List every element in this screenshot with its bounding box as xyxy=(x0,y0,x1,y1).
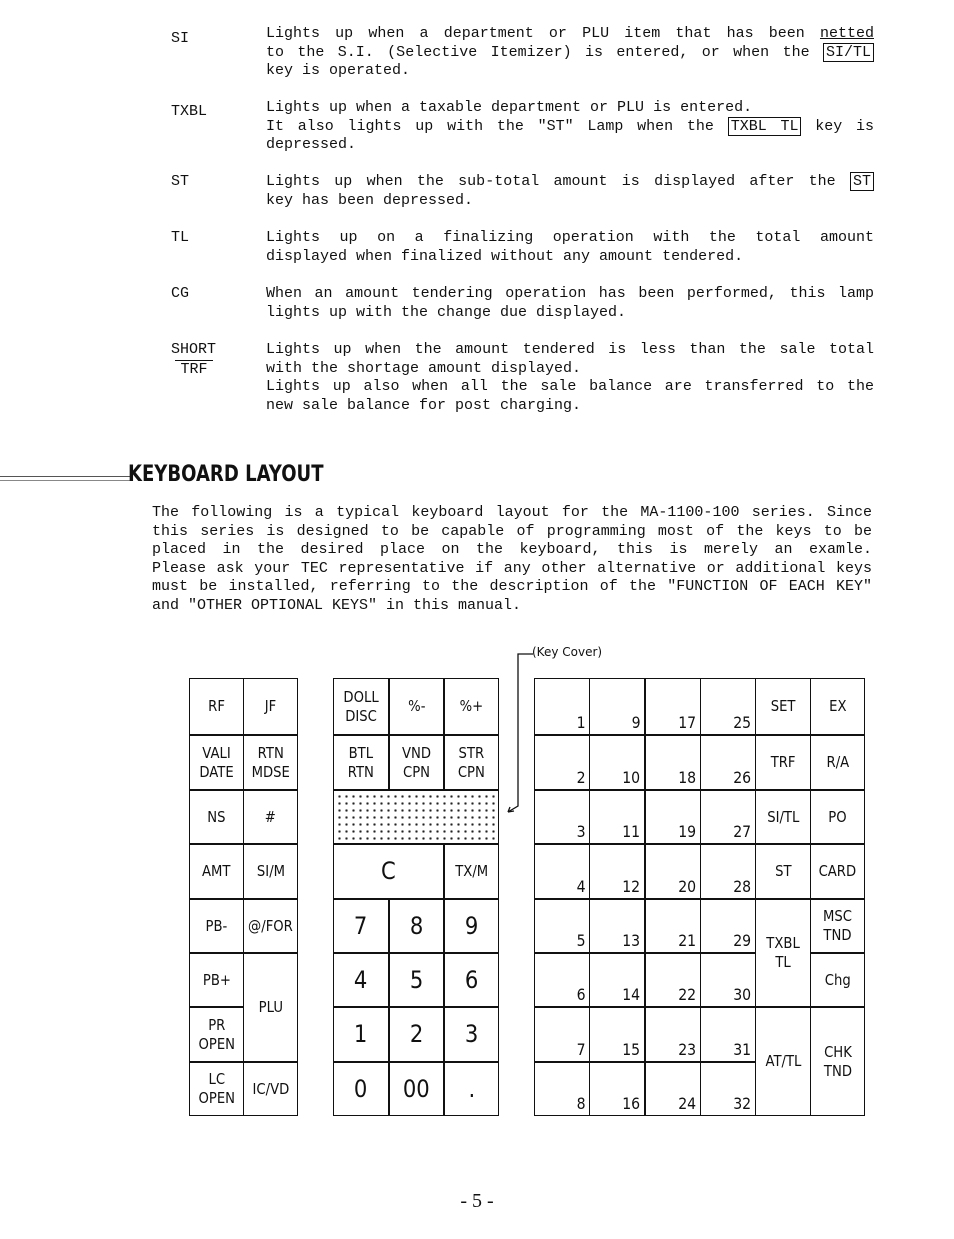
desc-line: When an amount tendering operation has been performed, this lamp xyxy=(266,285,874,302)
key-num-00[interactable] xyxy=(389,1062,444,1116)
key-label: 29 xyxy=(732,931,751,950)
dept-key-30[interactable] xyxy=(700,953,756,1007)
key-label: 22 xyxy=(677,985,696,1004)
key-label: 2 xyxy=(409,1020,424,1048)
key-si-tl[interactable] xyxy=(755,790,811,844)
intro-line: placed in the desired place on the keyboard, this is merely an examle. xyxy=(152,541,872,558)
lamp-desc-cg xyxy=(266,285,874,322)
term-short: SHORT xyxy=(171,341,217,358)
key-label: PB- xyxy=(205,916,228,935)
key-label: 20 xyxy=(677,877,696,896)
key-label: LC OPEN xyxy=(198,1070,235,1107)
dept-key-26[interactable] xyxy=(700,735,756,790)
dept-key-24[interactable] xyxy=(645,1062,701,1116)
heading-rule xyxy=(0,476,132,477)
key-label: 13 xyxy=(621,931,640,950)
key-lc-open[interactable] xyxy=(189,1062,244,1116)
dept-key-9[interactable] xyxy=(589,678,645,735)
key-pb[interactable] xyxy=(189,899,244,953)
key-label: 12 xyxy=(621,877,640,896)
key-label: IC/VD xyxy=(252,1079,289,1098)
key-label: 4 xyxy=(354,965,368,994)
key-ic-vd[interactable] xyxy=(243,1062,298,1116)
key-vnd-cpn[interactable] xyxy=(389,735,444,790)
key-txbl-tl[interactable] xyxy=(755,899,811,1007)
desc-line: key has been depressed. xyxy=(266,191,474,209)
key-cover-blank[interactable] xyxy=(333,790,499,844)
key-label: 8 xyxy=(409,911,424,940)
key-rtn-mdse[interactable] xyxy=(243,735,298,790)
key-trf[interactable] xyxy=(755,735,811,790)
dept-key-32[interactable] xyxy=(700,1062,756,1116)
key-label: 32 xyxy=(732,1094,751,1113)
key-label: 6 xyxy=(464,965,479,994)
key-ex[interactable] xyxy=(810,678,865,735)
dept-key-20[interactable] xyxy=(645,844,701,899)
key-vali-date[interactable] xyxy=(189,735,244,790)
key-plu[interactable] xyxy=(243,953,298,1062)
key-clear[interactable] xyxy=(333,844,444,899)
intro-line: Please ask your TEC representative if any other alternative or additional keys xyxy=(152,559,872,577)
key-label: R/A xyxy=(826,753,849,771)
desc-line: Lights up when a department or PLU item that has been netted xyxy=(266,25,874,42)
key-label: 24 xyxy=(677,1094,696,1113)
key-label: SI/M xyxy=(256,862,285,880)
page-number: - 5 - xyxy=(460,1190,494,1212)
key-label: 9 xyxy=(631,713,641,732)
intro-line: The following is a typical keyboard layout for the MA-1100-100 series. Since xyxy=(152,504,872,521)
key-label: SI/TL xyxy=(766,807,800,826)
key-decimal-point[interactable] xyxy=(444,1062,499,1116)
key-label: VALI DATE xyxy=(199,743,234,781)
key-for[interactable] xyxy=(243,899,298,953)
key-label: CARD xyxy=(818,862,857,880)
key-label: 9 xyxy=(464,911,479,940)
key-num-3[interactable] xyxy=(444,1007,499,1062)
lamp-term-cg: CG xyxy=(171,285,190,302)
key-label: VND CPN xyxy=(401,743,432,781)
key-num-7[interactable] xyxy=(333,899,389,953)
key-label: 14 xyxy=(621,985,640,1004)
key-chk-tnd[interactable] xyxy=(810,1007,865,1116)
dept-key-22[interactable] xyxy=(645,953,701,1007)
dept-key-12[interactable] xyxy=(589,844,645,899)
key-label: # xyxy=(264,807,277,826)
dept-key-5[interactable] xyxy=(534,899,590,953)
key-rf[interactable] xyxy=(189,678,244,735)
key-label: STR CPN xyxy=(457,743,486,781)
dept-key-29[interactable] xyxy=(700,899,756,953)
key-label: PR OPEN xyxy=(198,1015,235,1053)
key-label: PB+ xyxy=(202,970,231,989)
key-label: ST xyxy=(774,862,792,880)
key-label: 23 xyxy=(677,1040,696,1059)
key-label: 10 xyxy=(621,768,640,787)
lamp-term-tl: TL xyxy=(171,229,190,246)
key-set[interactable] xyxy=(755,678,811,735)
key-label: 00 xyxy=(403,1074,430,1103)
dept-key-14[interactable] xyxy=(589,953,645,1007)
key-btl-rtn[interactable] xyxy=(333,735,389,790)
dept-key-4[interactable] xyxy=(534,844,590,899)
dept-key-31[interactable] xyxy=(700,1007,756,1062)
key-label: 28 xyxy=(732,877,751,896)
lamp-term-si: SI xyxy=(171,30,190,47)
key-percent-minus[interactable] xyxy=(389,678,444,735)
key-label: 11 xyxy=(621,822,640,841)
dept-key-15[interactable] xyxy=(589,1007,645,1062)
key-label: 27 xyxy=(732,822,751,841)
desc-line: Lights up when a taxable department or PLU is entered. xyxy=(266,99,753,116)
key-pr-open[interactable] xyxy=(189,1007,244,1062)
dept-key-6[interactable] xyxy=(534,953,590,1007)
key-label: 25 xyxy=(732,713,751,732)
key-label: 7 xyxy=(576,1040,586,1059)
desc-line: new sale balance for post charging. xyxy=(266,396,582,414)
key-label: 5 xyxy=(576,931,586,950)
dept-key-18[interactable] xyxy=(645,735,701,790)
section-heading: KEYBOARD LAYOUT xyxy=(128,462,324,487)
key-chg[interactable] xyxy=(810,953,865,1007)
key-card[interactable] xyxy=(810,844,865,899)
key-at-tl[interactable] xyxy=(755,1007,811,1116)
key-percent-plus[interactable] xyxy=(444,678,499,735)
lamp-desc-txbl xyxy=(266,99,874,155)
dept-key-19[interactable] xyxy=(645,790,701,844)
key-label: BTL RTN xyxy=(347,743,375,781)
key-label: 0 xyxy=(354,1074,368,1103)
key-num-6[interactable] xyxy=(444,953,499,1007)
term-trf: TRF xyxy=(175,360,213,380)
key-label: AT/TL xyxy=(765,1052,801,1070)
dept-key-10[interactable] xyxy=(589,735,645,790)
key-label: %- xyxy=(407,697,426,715)
key-label: 15 xyxy=(621,1040,640,1059)
key-doll-disc[interactable] xyxy=(333,678,389,735)
key-label: 16 xyxy=(621,1094,640,1113)
dept-key-28[interactable] xyxy=(700,844,756,899)
key-po[interactable] xyxy=(810,790,865,844)
desc-line: depressed. xyxy=(266,136,357,153)
lamp-term-short-trf xyxy=(171,341,216,379)
key-num-8[interactable] xyxy=(389,899,444,953)
key-label: TXBL TL xyxy=(766,934,800,971)
key-label: MSC TND xyxy=(823,907,852,944)
key-key[interactable] xyxy=(243,790,298,844)
key-label: 21 xyxy=(677,931,696,950)
key-num-4[interactable] xyxy=(333,953,389,1007)
intro-line: this series is designed to be capable of programming most of the keys to be xyxy=(152,522,872,540)
desc-line: It also lights up with the "ST" Lamp when the TXBL TL key is xyxy=(266,117,875,135)
key-label: 7 xyxy=(354,911,368,940)
key-label: PLU xyxy=(258,998,283,1016)
key-label: TRF xyxy=(770,753,796,771)
key-label: DOLL DISC xyxy=(343,687,379,725)
dept-key-21[interactable] xyxy=(645,899,701,953)
dept-key-16[interactable] xyxy=(589,1062,645,1116)
dept-key-8[interactable] xyxy=(534,1062,590,1116)
desc-line: to the S.I. (Selective Itemizer) is entered, or when the SI/TL xyxy=(266,44,874,63)
key-label: 6 xyxy=(576,985,586,1004)
desc-line: displayed when finalized without any amount tendered. xyxy=(266,247,744,265)
key-label: 30 xyxy=(732,985,751,1004)
lamp-desc-short-trf xyxy=(266,341,874,415)
intro-line: must be installed, referring to the description of the "FUNCTION OF EACH KEY" xyxy=(152,578,872,595)
key-ns[interactable] xyxy=(189,790,244,844)
key-num-0[interactable] xyxy=(333,1062,389,1116)
key-label: 1 xyxy=(354,1020,368,1048)
desc-line: with the shortage amount displayed. xyxy=(266,359,582,377)
lamp-term-st: ST xyxy=(171,173,190,190)
key-num-5[interactable] xyxy=(389,953,444,1007)
desc-line: Lights up on a finalizing operation with the total amount xyxy=(266,229,874,246)
key-num-9[interactable] xyxy=(444,899,499,953)
dept-key-7[interactable] xyxy=(534,1007,590,1062)
lamp-desc-si xyxy=(266,25,874,81)
dept-key-2[interactable] xyxy=(534,735,590,790)
desc-line: lights up with the change due displayed. xyxy=(266,303,627,321)
key-label: . xyxy=(468,1074,475,1103)
key-label: C xyxy=(381,857,396,885)
key-msc-tnd[interactable] xyxy=(810,899,865,953)
key-label: 17 xyxy=(677,713,696,732)
key-label: 3 xyxy=(464,1020,479,1048)
key-r-a[interactable] xyxy=(810,735,865,790)
key-label: AMT xyxy=(202,862,231,880)
heading-rule xyxy=(0,480,132,481)
dept-key-23[interactable] xyxy=(645,1007,701,1062)
key-st[interactable] xyxy=(755,844,811,899)
key-label: TX/M xyxy=(455,862,488,880)
desc-line: Lights up when the sub-total amount is displayed after the ST xyxy=(266,173,874,192)
key-label: Chg xyxy=(824,970,851,989)
key-label: 4 xyxy=(576,877,586,896)
key-str-cpn[interactable] xyxy=(444,735,499,790)
key-label: RTN MDSE xyxy=(251,743,290,781)
dept-key-11[interactable] xyxy=(589,790,645,844)
key-amt[interactable] xyxy=(189,844,244,899)
key-label: PO xyxy=(828,807,847,826)
desc-line: key is operated. xyxy=(266,62,411,79)
key-label: NS xyxy=(207,807,226,826)
key-label: 1 xyxy=(576,713,586,732)
key-jf[interactable] xyxy=(243,678,298,735)
key-label: 5 xyxy=(409,965,424,994)
key-label: 18 xyxy=(677,768,696,787)
key-label: RF xyxy=(208,697,225,715)
dept-key-13[interactable] xyxy=(589,899,645,953)
key-cover-label: (Key Cover) xyxy=(532,645,603,659)
dept-key-17[interactable] xyxy=(645,678,701,735)
key-si-m[interactable] xyxy=(243,844,298,899)
dept-key-1[interactable] xyxy=(534,678,590,735)
key-label: 8 xyxy=(576,1094,586,1113)
key-label: @/FOR xyxy=(248,916,293,935)
lamp-term-txbl: TXBL xyxy=(171,103,208,120)
key-num-1[interactable] xyxy=(333,1007,389,1062)
dept-key-3[interactable] xyxy=(534,790,590,844)
desc-line: Lights up when the amount tendered is less than the sale total xyxy=(266,341,874,358)
lamp-desc-st xyxy=(266,173,874,210)
key-label: CHK TND xyxy=(823,1042,852,1080)
key-num-2[interactable] xyxy=(389,1007,444,1062)
key-label: %+ xyxy=(459,697,484,715)
key-label: EX xyxy=(828,697,847,715)
intro-line: and "OTHER OPTIONAL KEYS" in this manual. xyxy=(152,596,522,614)
key-label: JF xyxy=(264,697,277,715)
dept-key-25[interactable] xyxy=(700,678,756,735)
key-label: 26 xyxy=(732,768,751,787)
desc-line: Lights up also when all the sale balance are transferred to the xyxy=(266,378,874,395)
dept-key-27[interactable] xyxy=(700,790,756,844)
key-label: 3 xyxy=(576,822,586,841)
key-tx-m[interactable] xyxy=(444,844,499,899)
key-label: 19 xyxy=(677,822,696,841)
lamp-desc-tl xyxy=(266,229,874,266)
intro-paragraph xyxy=(152,504,872,615)
key-label: 31 xyxy=(732,1040,751,1059)
key-pb[interactable] xyxy=(189,953,244,1007)
key-label: 2 xyxy=(576,768,586,787)
key-label: SET xyxy=(770,697,796,715)
